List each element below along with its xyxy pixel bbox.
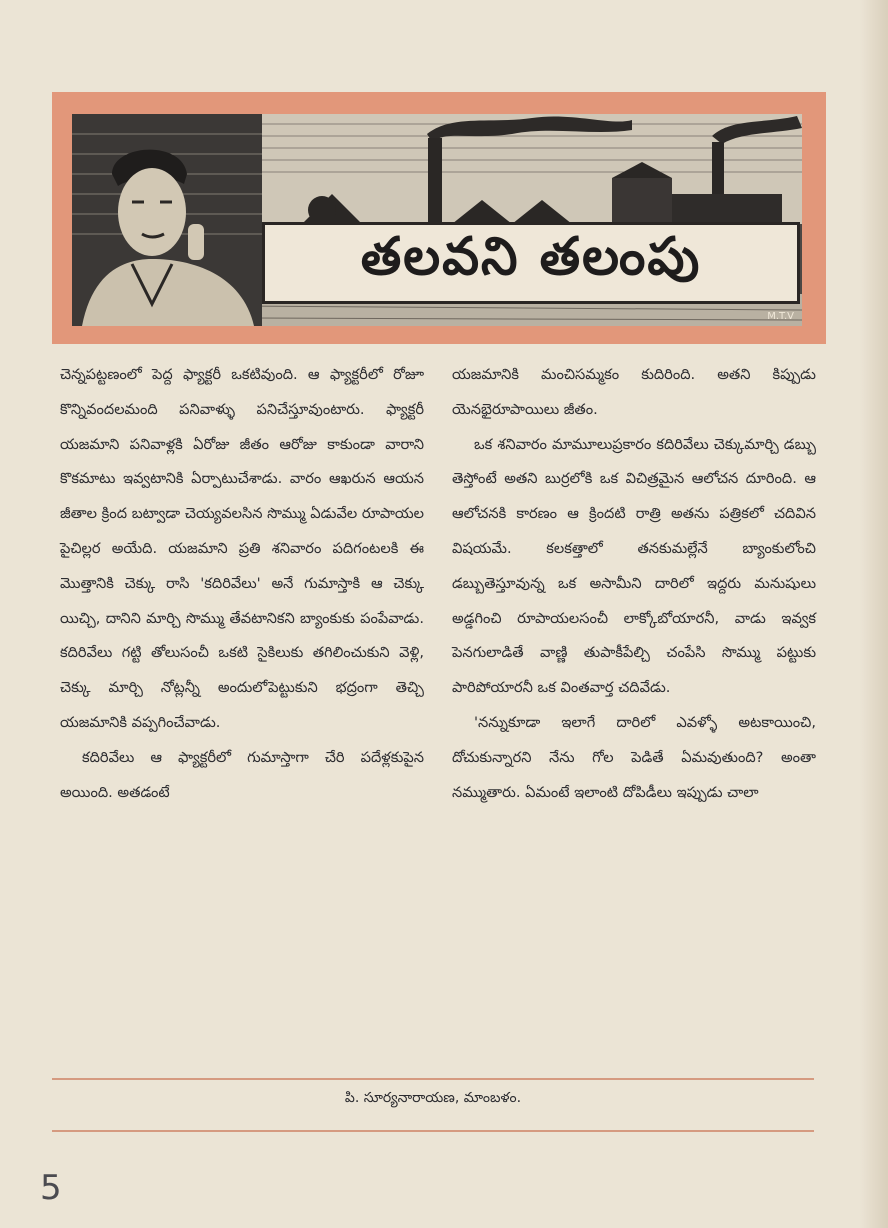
paragraph: చెన్నపట్టణంలో పెద్ద ఫ్యాక్టరీ ఒకటివుంది. ఆ ఫ్యాక్టరీలో రోజూ కొన్నివందలమంది పనివాళ్ళు పనిచేస్తూవుంటారు. ఫ్యాక్టరీ యజమాని పనివాళ్లకి ఏరోజు జీతం ఆరోజు కాకుండా వారాని కొకమాటు ఇవ్వటానికి ఏర్పాటుచేశాడు. వారం ఆఖరున ఆయన జీతాల క్రింద బట్వాడా చెయ్యవలసిన సొమ్ము ఏడువేల రూపాయల పైచిల్లర అయేది. యజమాని ప్రతి శనివారం పదిగంటలకి ఈ మొత్తానికి చెక్కు రాసి 'కదిరివేలు' అనే గుమాస్తాకి ఆ చెక్కు యిచ్చి, దానిని మార్చి సొమ్ము తేవటానికని బ్యాంకుకు పంపేవాడు. కదిరివేలు గట్టి తోలుసంచీ ఒకటి సైకిలుకు తగిలించుకుని వెళ్లి, చెక్కు మార్చి నోట్లన్నీ అందులోపెట్టుకుని భద్రంగా తెచ్చి యజమానికి వప్పగించేవాడు.	[60, 366, 424, 731]
page-edge-shadow	[860, 0, 888, 1228]
story-header-banner	[52, 92, 826, 344]
story-title: తలవని తలంపు	[360, 226, 702, 287]
paragraph: 'నన్నుకూడా ఇలాగే దారిలో ఎవళ్ళో అటకాయించి, దోచుకున్నారని నేను గోల పెడితే ఏమవుతుంది? అంతా నమ్ముతారు. ఏమంటే ఇలాంటి దోపిడీలు ఇప్పుడు చాలా	[452, 713, 816, 801]
author-byline: పి. సూర్యనారాయణ, మాంబళం.	[344, 1090, 522, 1106]
header-illustration	[72, 114, 802, 326]
text-column-left	[60, 358, 424, 810]
page-number: 5	[40, 1168, 62, 1208]
paragraph: యజమానికి మంచిసమ్మకం కుదిరింది. అతని కిప్పుడు యెనభైరూపాయిలు జీతం.	[452, 366, 816, 418]
footer-rule-top	[52, 1078, 814, 1080]
text-column-right	[452, 358, 816, 810]
paragraph: కదిరివేలు ఆ ఫ్యాక్టరీలో గుమాస్తాగా చేరి పదేళ్లకుపైన అయింది. అతడంటే	[60, 748, 424, 801]
footer-rule-bottom	[52, 1130, 814, 1132]
illustrator-signature: M.T.V	[767, 311, 794, 322]
story-title-box	[262, 222, 800, 304]
paragraph: ఒక శనివారం మామూలుప్రకారం కదిరివేలు చెక్కుమార్చి డబ్బు తెస్తోంటే అతని బుర్రలోకి ఒక విచిత్రమైన ఆలోచన దూరింది. ఆ ఆలోచనకి కారణం ఆ క్రిందటి రాత్రి అతను పత్రికలో చదివిన విషయమే. కలకత్తాలో తనకుమల్లేనే బ్యాంకులోంచి డబ్బుతెస్తూవున్న ఒక అసామీని దారిలో ఇద్దరు మనుషులు అడ్డగించి రూపాయలసంచీ లాక్కోబోయారనీ, వాడు ఇవ్వక పెనగులాడితే వాణ్ణి తుపాకీపేల్చి చంపేసి సొమ్ము పట్టుకు పారిపోయారనీ ఒక వింతవార్త చదివేడు.	[452, 435, 816, 697]
